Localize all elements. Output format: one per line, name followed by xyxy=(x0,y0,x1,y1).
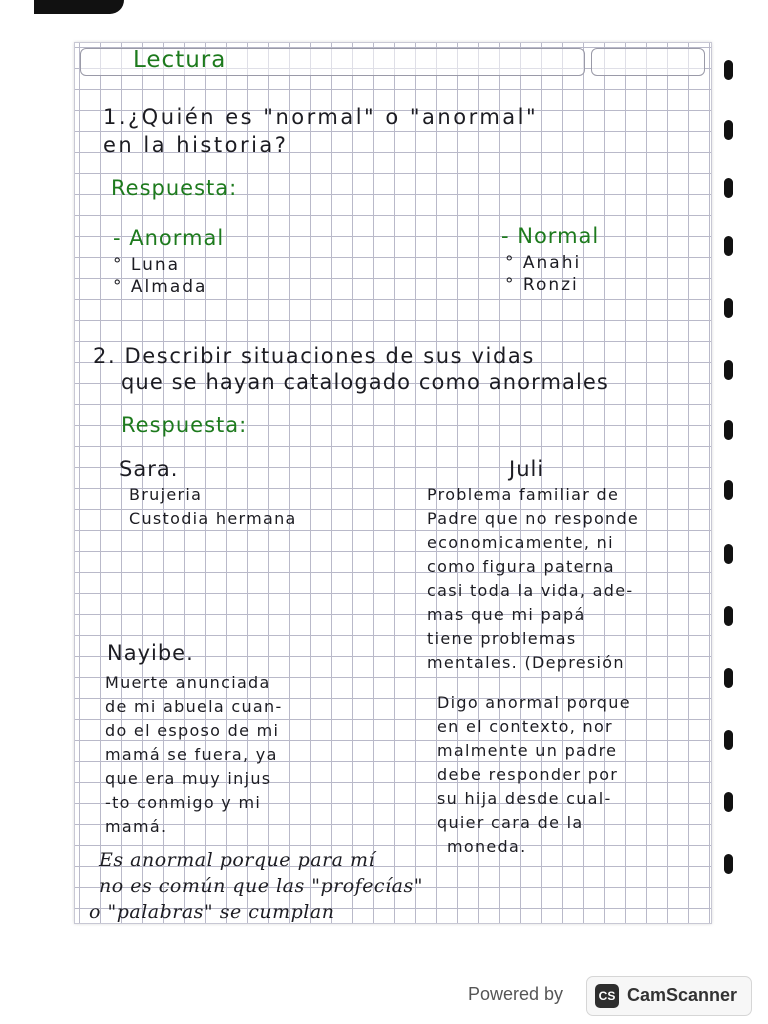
camscanner-brand: CamScanner xyxy=(627,985,738,1005)
question-1-line-2: en la historia? xyxy=(103,133,289,157)
digo-line: moneda. xyxy=(447,837,527,856)
question-2-line-1: 2. Describir situaciones de sus vidas xyxy=(93,344,535,368)
answer-2-label: Respuesta: xyxy=(121,413,248,437)
nayibe-line: mamá se fuera, ya xyxy=(105,745,278,764)
binder-hole xyxy=(724,120,733,140)
digo-line: Digo anormal porque xyxy=(437,693,631,712)
question-1-line-1: 1.¿Quién es "normal" o "anormal" xyxy=(103,105,539,129)
anormal-item: ° Almada xyxy=(113,277,208,297)
juli-line: tiene problemas xyxy=(427,629,577,648)
nayibe-line: de mi abuela cuan- xyxy=(105,697,283,716)
binder-hole xyxy=(724,792,733,812)
digo-line: malmente un padre xyxy=(437,741,618,760)
binder-hole xyxy=(724,854,733,874)
digo-line: quier cara de la xyxy=(437,813,584,832)
binder-hole xyxy=(724,730,733,750)
juli-line: economicamente, ni xyxy=(427,533,614,552)
normal-heading: - Normal xyxy=(501,224,600,248)
binder-hole xyxy=(724,544,733,564)
juli-name: Juli xyxy=(509,457,545,481)
closing-line: Es anormal porque para mí xyxy=(99,849,376,871)
digo-line: en el contexto, nor xyxy=(437,717,613,736)
camscanner-logo-icon: CS xyxy=(595,984,619,1008)
juli-line: Padre que no responde xyxy=(427,509,640,528)
digo-line: su hija desde cual- xyxy=(437,789,612,808)
sara-line: Custodia hermana xyxy=(129,509,297,528)
nayibe-name: Nayibe. xyxy=(107,641,194,665)
camscanner-badge xyxy=(586,976,752,1016)
juli-line: mentales. (Depresión xyxy=(427,653,625,672)
binder-hole xyxy=(724,360,733,380)
closing-line: o "palabras" se cumplan xyxy=(89,901,335,923)
sara-name: Sara. xyxy=(119,457,179,481)
nayibe-line: Muerte anunciada xyxy=(105,673,271,692)
camscanner-watermark xyxy=(468,976,750,1016)
question-2-line-2: que se hayan catalogado como anormales xyxy=(121,370,609,394)
normal-item: ° Anahi xyxy=(505,253,582,273)
closing-line: no es común que las "profecías" xyxy=(99,875,423,897)
normal-item: ° Ronzi xyxy=(505,275,579,295)
page-title: Lectura xyxy=(133,47,227,73)
binder-hole xyxy=(724,420,733,440)
nayibe-line: mamá. xyxy=(105,817,168,836)
nayibe-line: -to conmigo y mi xyxy=(105,793,262,812)
powered-by-text: Powered by xyxy=(468,984,564,1004)
binder-hole xyxy=(724,668,733,688)
header-date-box xyxy=(591,48,705,76)
juli-line: como figura paterna xyxy=(427,557,615,576)
anormal-item: ° Luna xyxy=(113,255,181,275)
nayibe-line: do el esposo de mi xyxy=(105,721,280,740)
anormal-heading: - Anormal xyxy=(113,226,225,250)
digo-line: debe responder por xyxy=(437,765,619,784)
binder-hole xyxy=(724,480,733,500)
scan-corner-shadow xyxy=(34,0,124,14)
answer-1-label: Respuesta: xyxy=(111,176,238,200)
juli-line: casi toda la vida, ade- xyxy=(427,581,634,600)
binder-hole xyxy=(724,236,733,256)
sara-line: Brujeria xyxy=(129,485,203,504)
notebook-page xyxy=(74,42,712,924)
binder-hole xyxy=(724,606,733,626)
binder-hole xyxy=(724,178,733,198)
juli-line: mas que mi papá xyxy=(427,605,586,624)
juli-line: Problema familiar de xyxy=(427,485,620,504)
binder-holes xyxy=(724,60,736,920)
binder-hole xyxy=(724,298,733,318)
binder-hole xyxy=(724,60,733,80)
nayibe-line: que era muy injus xyxy=(105,769,272,788)
